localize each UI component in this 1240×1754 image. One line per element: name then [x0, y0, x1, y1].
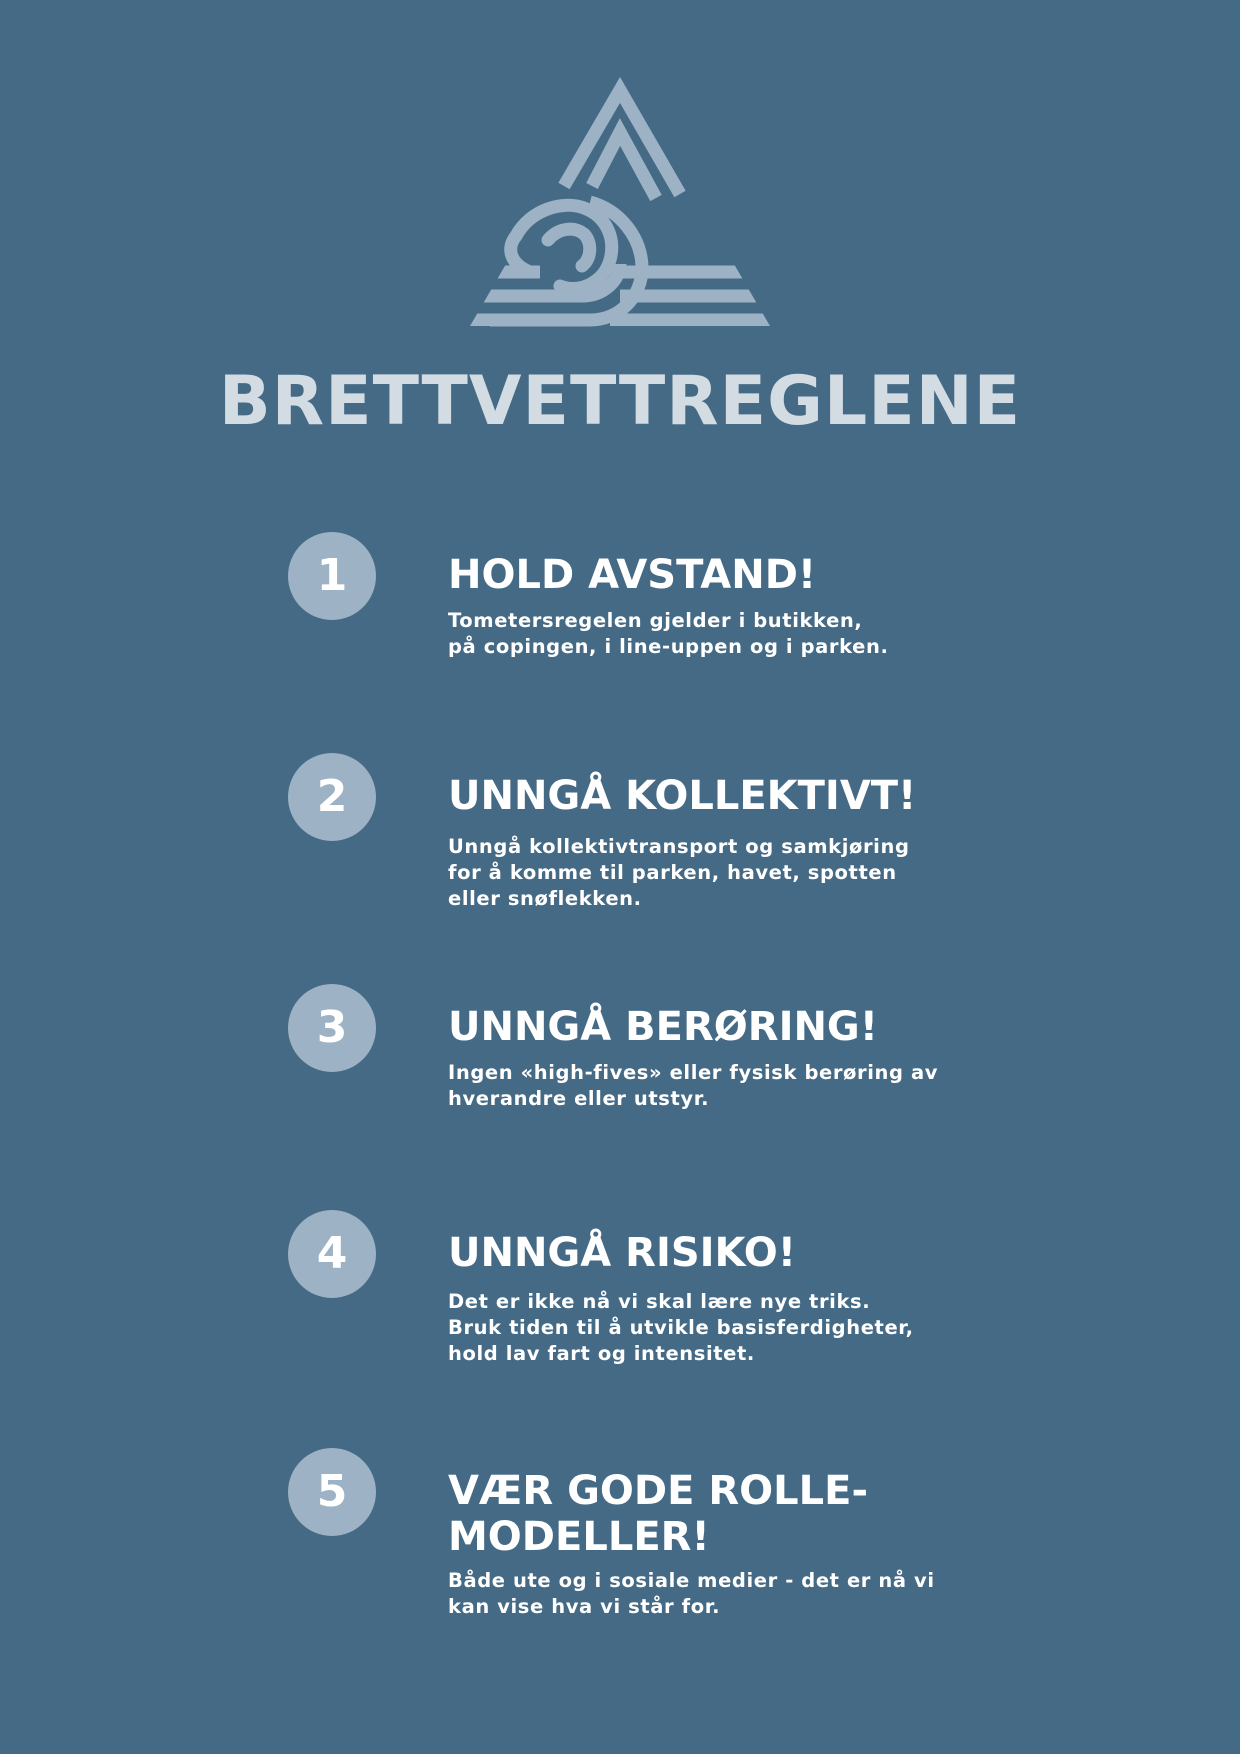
- rule-description-line: på copingen, i line-uppen og i parken.: [448, 635, 889, 658]
- rule-number-badge: 2: [288, 753, 376, 841]
- rule-description-line: hverandre eller utstyr.: [448, 1087, 710, 1110]
- rule-description: [448, 834, 910, 912]
- rule-heading: [448, 1004, 878, 1050]
- rule-number-badge: 4: [288, 1210, 376, 1298]
- rule-description-line: Det er ikke nå vi skal lære nye triks.: [448, 1290, 871, 1313]
- rule-heading: [448, 773, 916, 819]
- rule-heading: [448, 1230, 796, 1276]
- rule-description-line: for å komme til parken, havet, spotten: [448, 861, 897, 884]
- rule-heading-line: VÆR GODE ROLLE-: [448, 1468, 869, 1514]
- rule-description-line: hold lav fart og intensitet.: [448, 1342, 755, 1365]
- rule-description-line: Ingen «high-fives» eller fysisk berøring av: [448, 1061, 939, 1084]
- rule-heading-line: UNNGÅ KOLLEKTIVT!: [448, 773, 917, 819]
- triangle-wave-logo-icon: [470, 68, 770, 328]
- rule-description-line: Både ute og i sosiale medier - det er nå vi: [448, 1569, 935, 1592]
- rule-description: [448, 1568, 935, 1620]
- rule-description-line: kan vise hva vi står for.: [448, 1595, 721, 1618]
- rule-description: [448, 1060, 938, 1112]
- rule-number-badge: 1: [288, 532, 376, 620]
- rule-heading-line: UNNGÅ RISIKO!: [448, 1230, 796, 1276]
- rule-description: [448, 1289, 914, 1367]
- rule-heading-line: UNNGÅ BERØRING!: [448, 1004, 878, 1050]
- rule-heading: [448, 1468, 868, 1560]
- rule-description-line: Tometersregelen gjelder i butikken,: [448, 609, 863, 632]
- rule-heading: [448, 552, 816, 598]
- rule-description-line: Unngå kollektivtransport og samkjøring: [448, 835, 910, 858]
- page-title: BRETTVETTREGLENE: [218, 362, 1022, 441]
- rule-description: [448, 608, 889, 660]
- rule-heading-line: MODELLER!: [448, 1514, 710, 1560]
- rule-heading-line: HOLD AVSTAND!: [448, 552, 817, 598]
- rule-number-badge: 3: [288, 984, 376, 1072]
- rule-number-badge: 5: [288, 1448, 376, 1536]
- rule-description-line: Bruk tiden til å utvikle basisferdigheter,: [448, 1316, 914, 1339]
- rule-description-line: eller snøflekken.: [448, 887, 642, 910]
